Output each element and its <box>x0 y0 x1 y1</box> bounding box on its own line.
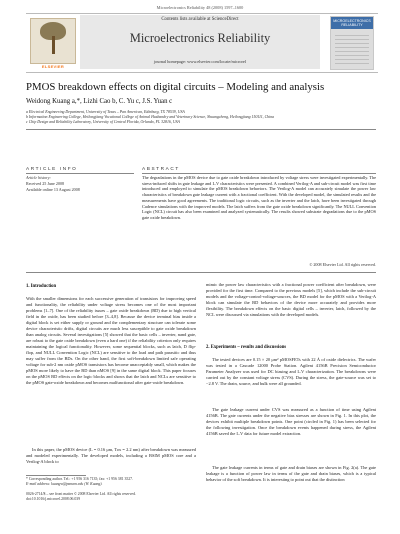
running-head: Microelectronics Reliability 48 (2008) 1597–1600 <box>156 5 244 10</box>
tree-trunk-icon <box>52 36 55 54</box>
online-date: Available online 13 August 2008 <box>26 187 80 192</box>
affiliation-a: a Electrical Engineering Department, University of Texas – Pan American, Edinburg, TX 78539, USA <box>26 110 185 114</box>
article-authors: Weidong Kuang a,*, Lizhi Cao b, C. Yu c, J.S. Yuan c <box>26 98 173 105</box>
intro-paragraph-1: With the smaller dimensions for each successive generation of transistors for improving speed and functionality, the reliability under voltage stress becomes one of the most important problems [1–7]. One of the reliability issues – gate oxide breakdown (BD) due to high vertical field in the oxide, has been studied before [3–4,8]. Because the device terminal bias inside a digital block is set either supply or ground and the complementary structure can tolerate some device characteristic drifts, digital circuits are much less susceptible to gate oxide breakdown than analog circuits. Several investigations [5] showed that the basic cells – inverter, nand gate, are robust to the gate oxide breakdown (even a hard one) if the reliability criterion only requires maintaining the logical functionality. However, some sequential blocks, such as latch, D flip-flop, and NULL Convention Logic (NCL) are sensitive to the load and path parasitic and thus may suffer from the BDs. On the other hand, the first soft-breakdown limited safe operating voltage for sub-2 nm oxide pMOS transistors has become unacceptably small, which makes the pMOS more likely to have the BD than nMOS [9] in the same digital block. This paper focuses on the pMOS BD effects on the logic blocks and shows that the latch and NCLs are sensitive to the pMOS gate-oxide breakdown and becomes malfunctional after gate-oxide breakdown. <box>26 296 196 385</box>
header-divider <box>26 129 376 130</box>
article-title: PMOS breakdown effects on digital circuits – Modeling and analysis <box>26 81 325 93</box>
experiments-paragraph-2: The gate leakage current under CVS was measured as a function of time using Agilent 4156B. The gate currents under the negative bias stresses are shown in Fig. 1. In this plot, the devices exhibit multiple breakdown points. One point (circled in Fig. 1) has been selected for the following investigation. Once the breakdown events happened during stress, the Agilent 4156B saved the I–V data for future model extraction. <box>206 407 376 436</box>
experiments-paragraph-3: The gate leakage currents in terms of gate and drain biases are shown in Fig. 2(a). The gate leakage is a function of power law in terms of the gate and drain biases, which is a typical behavior of the soft breakdown. It is interesting to point out that the distinction <box>206 465 376 482</box>
intro-paragraph-2: In this paper, the pMOS device (L = 0.16 μm, Tox = 2.2 nm) after breakdown was measured and modeled experimentally. The developed models, including a BSIM pMOS core and a Verilog-A block to <box>26 447 196 464</box>
abstract-heading: ABSTRACT <box>142 166 180 171</box>
contents-line[interactable]: Contents lists available at ScienceDirect <box>161 17 239 22</box>
section-2-heading: 2. Experiments – results and discussions <box>206 345 287 350</box>
cover-title: MICROELECTRONICS RELIABILITY <box>333 19 371 27</box>
abstract-bottom-rule <box>26 272 376 273</box>
journal-cover-thumbnail[interactable] <box>330 16 374 70</box>
doi-link[interactable]: doi:10.1016/j.microrel.2008.06.039 <box>26 497 81 501</box>
article-history-label: Article history: <box>26 175 51 180</box>
cover-text-lines <box>335 35 369 65</box>
intro-paragraph-3: mimic the power law characteristics with a fractional power coefficient after breakdown, were provided for the first time. Compared to the previous models [5], which include the sub-circuit models and the voltage-control-voltage-sources, the BD model for the pMOS with a Verilog-A block can simulate the BD behaviors of the device more accurately and provides more flexibility. The breakdown effects on the basic digital cells – inverter, latch, followed by the NCL were discussed via simulations with the developed models. <box>206 282 376 317</box>
issn-line: 0026-2714/$ – see front matter © 2008 Elsevier Ltd. All rights reserved. <box>26 492 136 496</box>
footnote-corresponding: * Corresponding author. Tel.: +1 956 316 7135; fax: +1 956 381 3527. <box>26 477 133 481</box>
abstract-rule <box>142 173 376 174</box>
article-info-heading: ARTICLE INFO <box>26 166 78 171</box>
journal-homepage-link[interactable]: journal homepage: www.elsevier.com/locate/microrel <box>153 59 247 64</box>
received-date: Received 25 June 2008 <box>26 181 65 186</box>
copyright-notice: © 2008 Elsevier Ltd. All rights reserved. <box>309 262 376 267</box>
journal-title[interactable]: Microelectronics Reliability <box>129 31 271 45</box>
affiliation-c: c Chip Design and Reliability Laboratory, University of Central Florida, Orlando, FL 32816, USA <box>26 120 180 124</box>
footnote-email[interactable]: E-mail address: kuangw@panam.edu (W. Kuang). <box>26 482 103 486</box>
article-info-rule <box>26 173 134 174</box>
section-1-heading: 1. Introduction <box>26 284 57 289</box>
experiments-paragraph-1: The tested devices are 0.15 × 20 μm² pMOSFETs with 22 Å of oxide dielectrics. The wafer was tested in a Cascade 12000 Probe Station. Agilent 4156B Precision Semiconductor Parameter Analyzer was used for DC biasing and I–V characterization. The breakdowns were carried out by the constant voltage stress (CVS). During the stress, the gate-source was set to −2.8 V. The drain, source, and bulk were all grounded. <box>206 357 376 386</box>
affiliation-b: b Information Engineering College, Heilongjiang Vocational College of Animal Husbandry and Veterinary Science, Shuangcheng, Heilongjiang 150111, China <box>26 115 275 119</box>
publisher-name: ELSEVIER <box>41 64 65 69</box>
abstract-text: The degradations in the pMOS device due to gate oxide breakdown introduced by voltage stress were investigated experimentally. The stress-induced shifts in gate leakage and I–V characteristics were presented. A combined Verilog-A and sub-circuit model was first time introduced and employed to simulate the pMOS breakdown behaviors. The Verilog-A model can accurately simulate the power law characteristics of breakdown gate leakage current with a fractional coefficient. With the developed model, the simulated results and the measurements have good agreements. The traditional logic circuits, such as the inverter and the latch, have been investigated through Cadence simulations with the improved models. The latch suffers from the gate oxide breakdown significantly. The NULL Convention Logic (NCL) circuit has also been examined and analyzed systematically. The results showed substrate degradations due to the pMOS gate oxide breakdown. <box>142 175 376 220</box>
footnote-rule <box>26 475 86 476</box>
